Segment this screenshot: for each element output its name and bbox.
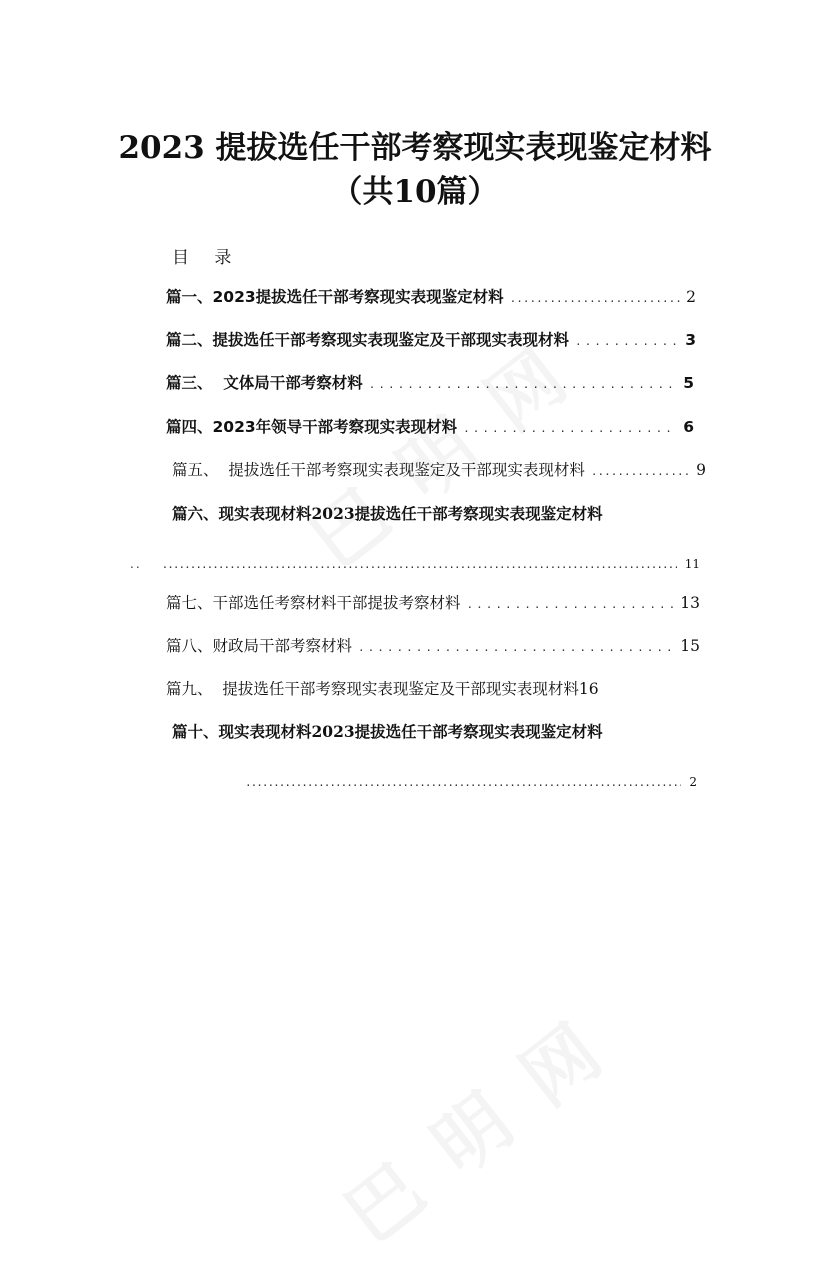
watermark <box>285 318 589 588</box>
toc-entry-label: 篇二、提拔选任干部考察现实表现鉴定及干部现实表现材料 <box>166 331 570 349</box>
toc-entry-page: 6 <box>683 418 694 436</box>
toc-entry-label: 篇七、干部选任考察材料干部提拔考察材料 <box>166 594 461 612</box>
toc-entry[interactable] <box>166 678 708 700</box>
dot-leader <box>245 774 681 792</box>
toc-entry-label: 篇一、2023提拔选任干部考察现实表现鉴定材料 <box>166 288 504 306</box>
toc-entry-page: 2 <box>686 288 696 306</box>
watermark <box>320 993 624 1263</box>
document-title: 2023 提拔选任干部考察现实表现鉴定材料 <box>118 130 712 166</box>
toc-entry-label: 篇六、现实表现材料2023提拔选任干部考察现实表现鉴定材料 <box>172 504 603 523</box>
toc-entry[interactable] <box>166 286 696 308</box>
toc-entry-continuation <box>130 555 700 573</box>
toc-entry[interactable] <box>166 592 700 614</box>
toc-entry-page: 16 <box>578 680 599 698</box>
dot-leader <box>591 461 690 483</box>
toc-entry-page: 2 <box>689 775 697 789</box>
toc-entry[interactable] <box>166 329 696 351</box>
toc-entry-label: 篇十、现实表现材料2023提拔选任干部考察现实表现鉴定材料 <box>172 722 603 741</box>
toc-entry-label: 篇三、 文体局干部考察材料 <box>166 374 363 392</box>
toc-entry[interactable] <box>166 372 694 394</box>
dot-leader <box>510 288 680 310</box>
toc-heading: 目 录 <box>172 248 232 268</box>
toc-entry[interactable] <box>172 721 712 743</box>
toc-entry-label: 篇九、 提拔选任干部考察现实表现鉴定及干部现实表现材料 <box>166 680 579 698</box>
toc-entry[interactable] <box>172 503 712 525</box>
toc-entry[interactable] <box>172 459 706 481</box>
toc-entry-page: 11 <box>684 557 700 571</box>
toc-entry-page: 3 <box>685 331 696 349</box>
toc-entry-page: 5 <box>683 374 694 392</box>
toc-entry-continuation <box>245 773 697 791</box>
document-title-count: （共10篇） <box>331 174 499 210</box>
toc-entry[interactable] <box>166 416 694 438</box>
toc-entry-label: 篇四、2023年领导干部考察现实表现材料 <box>166 418 458 436</box>
dot-leader <box>162 556 677 574</box>
dot-leader <box>575 331 679 353</box>
toc-entry-lead: .. <box>130 557 142 571</box>
toc-entry-page: 15 <box>680 637 700 655</box>
dot-leader <box>358 637 674 659</box>
dot-leader <box>463 418 677 440</box>
toc-entry-label: 篇五、 提拔选任干部考察现实表现鉴定及干部现实表现材料 <box>172 461 585 479</box>
dot-leader <box>467 594 675 616</box>
toc-entry-page: 13 <box>680 594 700 612</box>
toc-entry-label: 篇八、财政局干部考察材料 <box>166 637 353 655</box>
toc-entry[interactable] <box>166 635 700 657</box>
dot-leader <box>369 374 677 396</box>
toc-entry-page: 9 <box>696 461 706 479</box>
